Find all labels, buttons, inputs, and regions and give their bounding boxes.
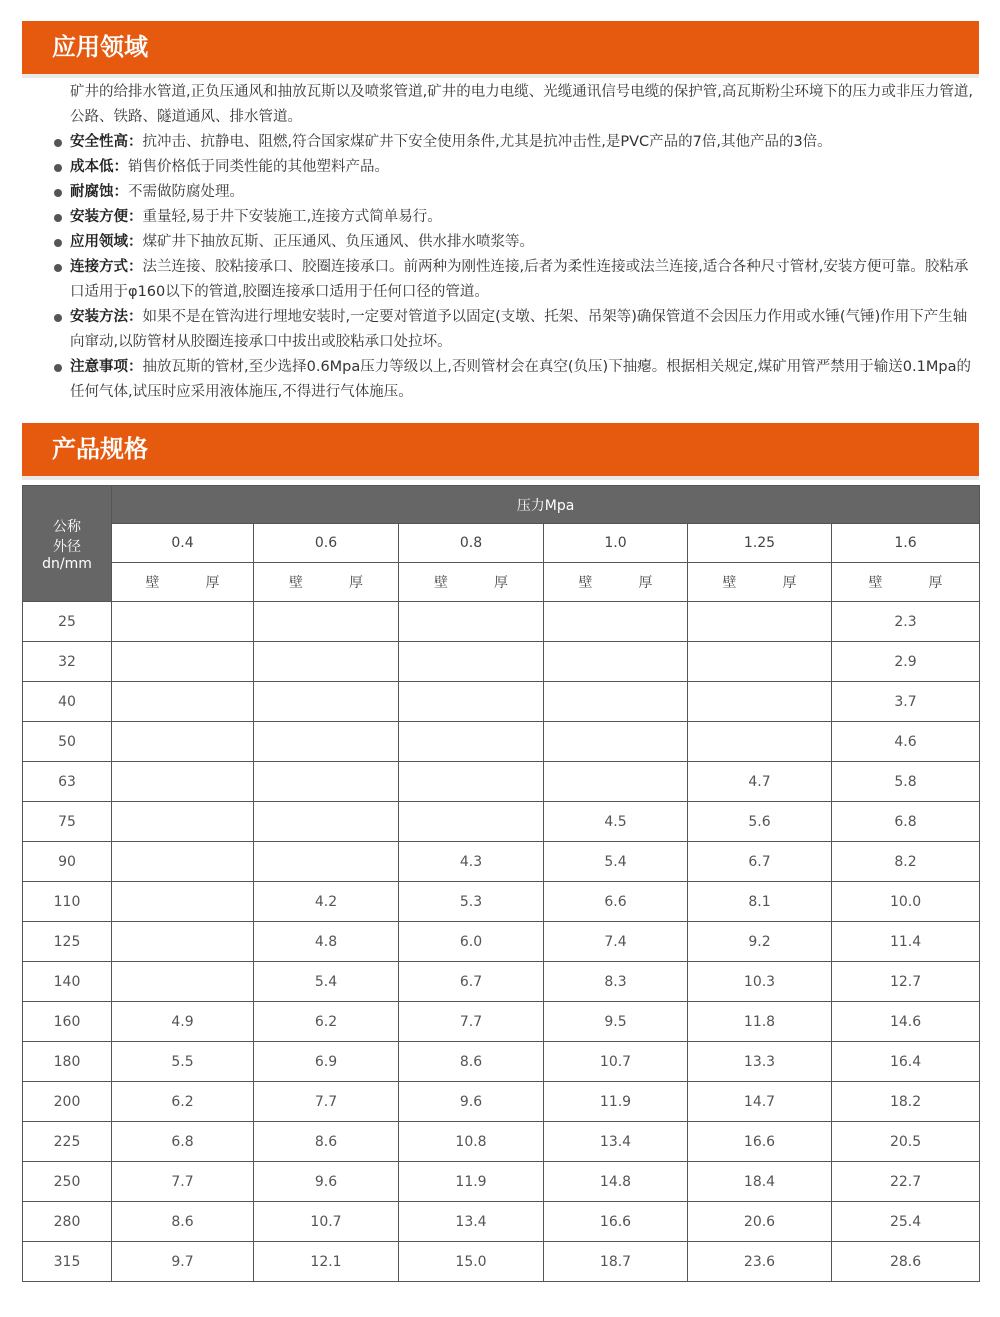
wall-label-char: 厚 [638, 575, 653, 591]
wall-thickness-cell: 8.6 [112, 1202, 254, 1242]
wall-thickness-cell [544, 682, 688, 722]
wall-label-char: 壁 [434, 575, 448, 591]
wall-thickness-cell: 6.7 [688, 842, 832, 882]
wall-thickness-cell [254, 682, 399, 722]
wall-thickness-cell: 4.9 [112, 1002, 254, 1042]
bullet-key: 连接方式： [70, 259, 143, 275]
wall-thickness-cell: 10.3 [688, 962, 832, 1002]
dn-cell: 110 [23, 882, 112, 922]
table-row [23, 922, 980, 962]
wall-thickness-cell [399, 802, 544, 842]
wall-thickness-cell: 7.7 [399, 1002, 544, 1042]
wall-thickness-cell: 10.7 [254, 1202, 399, 1242]
wall-thickness-cell: 9.6 [254, 1162, 399, 1202]
wall-thickness-cell [544, 722, 688, 762]
bullet-text: 抗冲击、抗静电、阻燃,符合国家煤矿井下安全使用条件,尤其是抗冲击性,是PVC产品的7倍,其他产品的3倍。 [142, 134, 832, 150]
wall-thickness-cell: 4.6 [832, 722, 980, 762]
bullet-dot-icon [54, 364, 62, 372]
wall-thickness-cell [544, 762, 688, 802]
dn-cell: 200 [23, 1082, 112, 1122]
wall-label-char: 厚 [782, 575, 797, 591]
table-row [23, 882, 980, 922]
wall-thickness-cell: 4.5 [544, 802, 688, 842]
wall-thickness-cell: 9.5 [544, 1002, 688, 1042]
wall-thickness-cell: 8.6 [399, 1042, 544, 1082]
bullet-text: 法兰连接、胶粘接承口、胶圈连接承口。前两种为刚性连接,后者为柔性连接或法兰连接,适合各种尺寸管材,安装方便可靠。胶粘承口适用于φ160以下的管道,胶圈连接承口适用于任何口径的管道。 [70, 259, 969, 300]
dn-cell: 90 [23, 842, 112, 882]
wall-thickness-cell: 6.6 [544, 882, 688, 922]
dn-cell: 160 [23, 1002, 112, 1042]
pressure-column-header: 0.4 [112, 524, 254, 563]
wall-thickness-cell [112, 882, 254, 922]
wall-thickness-cell: 10.7 [544, 1042, 688, 1082]
dn-cell: 40 [23, 682, 112, 722]
section-banner-specs [22, 423, 979, 476]
wall-thickness-cell: 5.4 [254, 962, 399, 1002]
wall-thickness-cell: 3.7 [832, 682, 980, 722]
wall-thickness-cell: 22.7 [832, 1162, 980, 1202]
wall-thickness-header [544, 563, 688, 602]
wall-thickness-cell: 6.7 [399, 962, 544, 1002]
section-title: 产品规格 [52, 435, 148, 463]
wall-thickness-cell [399, 642, 544, 682]
dn-cell: 225 [23, 1122, 112, 1162]
wall-label-char: 壁 [722, 575, 737, 591]
bullet-dot-icon [54, 189, 62, 197]
wall-thickness-header [832, 563, 980, 602]
wall-thickness-cell: 6.0 [399, 922, 544, 962]
feature-bullet [52, 155, 980, 180]
wall-thickness-cell: 8.1 [688, 882, 832, 922]
section-title: 应用领域 [52, 33, 148, 61]
wall-thickness-cell: 18.4 [688, 1162, 832, 1202]
wall-label-char: 壁 [578, 575, 593, 591]
wall-thickness-cell: 9.2 [688, 922, 832, 962]
wall-thickness-cell: 12.1 [254, 1242, 399, 1282]
wall-thickness-cell [688, 642, 832, 682]
feature-bullet [52, 130, 980, 155]
bullet-key: 应用领域： [70, 234, 143, 250]
wall-thickness-cell: 18.7 [544, 1242, 688, 1282]
wall-thickness-cell: 11.4 [832, 922, 980, 962]
bullet-key: 成本低： [70, 159, 128, 175]
wall-label-char: 厚 [205, 575, 220, 591]
bullet-key: 安装方法： [70, 309, 143, 325]
dn-header-cell [23, 486, 112, 602]
bullet-key: 安装方便： [70, 209, 143, 225]
dn-cell: 75 [23, 802, 112, 842]
wall-label-char: 厚 [928, 575, 943, 591]
wall-thickness-cell [254, 642, 399, 682]
wall-thickness-cell: 8.2 [832, 842, 980, 882]
pressure-column-header: 0.6 [254, 524, 399, 563]
wall-thickness-cell: 16.6 [688, 1122, 832, 1162]
wall-thickness-cell: 25.4 [832, 1202, 980, 1242]
wall-thickness-cell: 13.4 [399, 1202, 544, 1242]
table-row [23, 1242, 980, 1282]
table-row [23, 802, 980, 842]
wall-thickness-cell [254, 602, 399, 642]
wall-thickness-cell: 5.4 [544, 842, 688, 882]
wall-thickness-cell: 15.0 [399, 1242, 544, 1282]
wall-thickness-cell: 9.7 [112, 1242, 254, 1282]
bullet-dot-icon [54, 239, 62, 247]
table-row [23, 682, 980, 722]
wall-thickness-cell [254, 762, 399, 802]
wall-thickness-cell: 10.8 [399, 1122, 544, 1162]
wall-thickness-cell: 12.7 [832, 962, 980, 1002]
dn-cell: 63 [23, 762, 112, 802]
wall-thickness-cell: 13.3 [688, 1042, 832, 1082]
bullet-text: 抽放瓦斯的管材,至少选择0.6Mpa压力等级以上,否则管材会在真空(负压)下抽瘪。根据相关规定,煤矿用管严禁用于输送0.1Mpa的任何气体,试压时应采用液体施压,不得进行气体施压。 [70, 359, 971, 400]
feature-bullet [52, 230, 980, 255]
wall-thickness-header [399, 563, 544, 602]
feature-bullet [52, 355, 980, 405]
wall-thickness-header [688, 563, 832, 602]
dn-cell: 125 [23, 922, 112, 962]
table-row [23, 842, 980, 882]
table-row [23, 642, 980, 682]
wall-thickness-cell: 10.0 [832, 882, 980, 922]
wall-thickness-cell: 16.4 [832, 1042, 980, 1082]
wall-thickness-cell: 11.9 [399, 1162, 544, 1202]
table-row [23, 762, 980, 802]
wall-thickness-cell: 4.3 [399, 842, 544, 882]
bullet-text: 重量轻,易于井下安装施工,连接方式简单易行。 [142, 209, 442, 225]
wall-thickness-cell: 5.6 [688, 802, 832, 842]
table-row [23, 1162, 980, 1202]
wall-thickness-cell [688, 602, 832, 642]
dn-cell: 140 [23, 962, 112, 1002]
wall-thickness-cell [544, 642, 688, 682]
bullet-text: 如果不是在管沟进行埋地安装时,一定要对管道予以固定(支墩、托架、吊架等)确保管道不会因压力作用或水锤(气锤)作用下产生轴向窜动,以防管材从胶圈连接承口中拔出或胶粘承口处拉坏。 [70, 309, 968, 350]
table-row [23, 722, 980, 762]
wall-label-char: 壁 [289, 575, 303, 591]
wall-thickness-cell: 13.4 [544, 1122, 688, 1162]
wall-thickness-cell: 6.2 [112, 1082, 254, 1122]
wall-thickness-cell: 8.6 [254, 1122, 399, 1162]
feature-bullet-list [52, 130, 980, 405]
table-row [23, 1042, 980, 1082]
dn-cell: 315 [23, 1242, 112, 1282]
wall-thickness-cell: 4.8 [254, 922, 399, 962]
wall-thickness-cell: 9.6 [399, 1082, 544, 1122]
wall-thickness-cell [112, 722, 254, 762]
wall-thickness-cell [112, 802, 254, 842]
wall-thickness-cell: 16.6 [544, 1202, 688, 1242]
feature-bullet [52, 180, 980, 205]
dn-cell: 280 [23, 1202, 112, 1242]
wall-thickness-cell [399, 602, 544, 642]
wall-thickness-cell [254, 802, 399, 842]
bullet-dot-icon [54, 164, 62, 172]
table-row [23, 1082, 980, 1122]
bullet-key: 耐腐蚀： [70, 184, 128, 200]
feature-bullet [52, 205, 980, 230]
dn-cell: 25 [23, 602, 112, 642]
wall-thickness-cell: 5.8 [832, 762, 980, 802]
pressure-column-header: 1.0 [544, 524, 688, 563]
wall-thickness-cell: 20.5 [832, 1122, 980, 1162]
wall-thickness-cell: 23.6 [688, 1242, 832, 1282]
dn-cell: 50 [23, 722, 112, 762]
wall-thickness-cell: 6.8 [112, 1122, 254, 1162]
bullet-dot-icon [54, 264, 62, 272]
wall-thickness-cell: 7.7 [254, 1082, 399, 1122]
dn-header-line: 外径 [53, 538, 81, 555]
wall-thickness-cell [112, 962, 254, 1002]
wall-thickness-cell [399, 722, 544, 762]
wall-thickness-cell [544, 602, 688, 642]
table-row [23, 1122, 980, 1162]
wall-thickness-cell [112, 642, 254, 682]
intro-paragraph: 矿井的给排水管道,正负压通风和抽放瓦斯以及喷浆管道,矿井的电力电缆、光缆通讯信号电缆的保护管,高瓦斯粉尘环境下的压力或非压力管道,公路、铁路、隧道通风、排水管道。 [70, 84, 973, 125]
wall-thickness-cell [254, 722, 399, 762]
wall-thickness-cell: 20.6 [688, 1202, 832, 1242]
dn-cell: 32 [23, 642, 112, 682]
pressure-column-header: 0.8 [399, 524, 544, 563]
table-row [23, 1002, 980, 1042]
bullet-text: 不需做防腐处理。 [128, 184, 244, 200]
pressure-column-header: 1.25 [688, 524, 832, 563]
wall-thickness-cell: 28.6 [832, 1242, 980, 1282]
wall-thickness-cell [688, 682, 832, 722]
wall-thickness-cell: 7.4 [544, 922, 688, 962]
wall-thickness-cell: 2.9 [832, 642, 980, 682]
wall-thickness-cell: 4.2 [254, 882, 399, 922]
wall-thickness-cell: 6.9 [254, 1042, 399, 1082]
bullet-dot-icon [54, 314, 62, 322]
table-row [23, 1202, 980, 1242]
wall-thickness-cell: 6.8 [832, 802, 980, 842]
wall-thickness-cell: 6.2 [254, 1002, 399, 1042]
wall-thickness-cell: 7.7 [112, 1162, 254, 1202]
wall-thickness-cell: 14.6 [832, 1002, 980, 1042]
wall-thickness-cell [399, 682, 544, 722]
wall-thickness-cell: 2.3 [832, 602, 980, 642]
pressure-header: 压力Mpa [112, 486, 980, 524]
wall-thickness-header [112, 563, 254, 602]
dn-cell: 250 [23, 1162, 112, 1202]
wall-thickness-cell [112, 762, 254, 802]
wall-label-char: 壁 [868, 575, 883, 591]
wall-thickness-cell [112, 602, 254, 642]
bullet-text: 煤矿井下抽放瓦斯、正压通风、负压通风、供水排水喷浆等。 [142, 234, 534, 250]
wall-thickness-cell: 8.3 [544, 962, 688, 1002]
wall-thickness-cell: 18.2 [832, 1082, 980, 1122]
wall-thickness-cell: 14.8 [544, 1162, 688, 1202]
wall-thickness-cell [254, 842, 399, 882]
banner-underline [22, 74, 979, 78]
wall-thickness-cell: 5.5 [112, 1042, 254, 1082]
banner-underline [22, 476, 979, 480]
dn-header-line: dn/mm [42, 555, 92, 572]
bullet-dot-icon [54, 139, 62, 147]
wall-thickness-cell: 14.7 [688, 1082, 832, 1122]
wall-thickness-cell: 11.9 [544, 1082, 688, 1122]
wall-thickness-cell: 4.7 [688, 762, 832, 802]
feature-bullet [52, 305, 980, 355]
table-row [23, 602, 980, 642]
bullet-text: 销售价格低于同类性能的其他塑料产品。 [128, 159, 389, 175]
pressure-column-header: 1.6 [832, 524, 980, 563]
wall-thickness-cell [112, 842, 254, 882]
feature-bullet [52, 255, 980, 305]
wall-thickness-header [254, 563, 399, 602]
wall-thickness-cell [112, 682, 254, 722]
bullet-key: 注意事项： [70, 359, 143, 375]
wall-thickness-cell [112, 922, 254, 962]
wall-label-char: 壁 [145, 575, 160, 591]
wall-label-char: 厚 [494, 575, 508, 591]
bullet-dot-icon [54, 214, 62, 222]
dn-cell: 180 [23, 1042, 112, 1082]
wall-thickness-cell: 11.8 [688, 1002, 832, 1042]
dn-header-line: 公称 [53, 518, 81, 535]
bullet-key: 安全性高： [70, 134, 143, 150]
table-row [23, 962, 980, 1002]
section-banner-application [22, 21, 979, 74]
wall-label-char: 厚 [349, 575, 363, 591]
wall-thickness-cell: 5.3 [399, 882, 544, 922]
wall-thickness-cell [399, 762, 544, 802]
spec-table [22, 485, 980, 1282]
wall-thickness-cell [688, 722, 832, 762]
